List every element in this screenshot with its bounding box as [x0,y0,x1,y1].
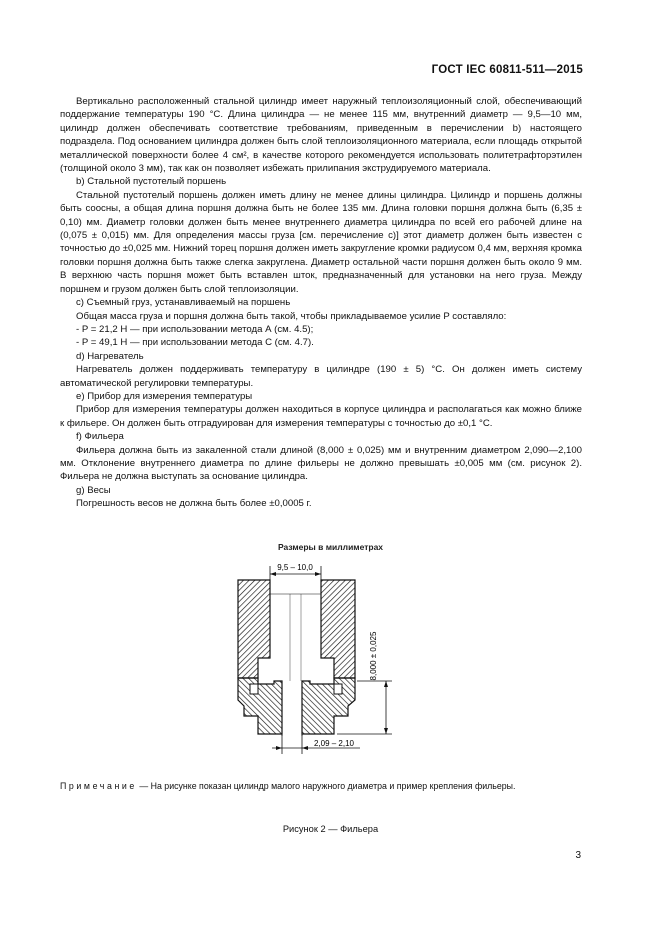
paragraph-scales: Погрешность весов не должна быть более ±0,0005 г. [76,498,312,510]
dim-bottom-label: 2,09 – 2,10 [313,739,355,748]
body-text [60,95,582,511]
die-right [302,678,355,734]
item-e-heading: e) Прибор для измерения температуры [76,390,253,402]
paragraph-thermometer: Прибор для измерения температуры должен находиться в корпусе цилиндра и располагаться как можно ближе к фильере. Он должен быть отградуирован для измерения температуры с точностью до ±0,1 °С. [60,404,582,429]
figure-title: Рисунок 2 — Фильера [282,824,379,834]
pin-hole-left [250,684,258,694]
item-d-heading: d) Нагреватель [76,350,144,362]
note-label: Примечание [60,781,137,791]
document-header: ГОСТ IEC 60811-511—2015 [431,64,583,76]
paragraph-heater: Нагреватель должен поддерживать температуру в цилиндре (190 ± 5) °С. Он должен иметь систему автоматической регулировки температуры. [60,364,582,389]
item-c-heading: c) Съемный груз, устанавливаемый на поршень [76,297,291,309]
paragraph-die: Фильера должна быть из закаленной стали длиной (8,000 ± 0,025) мм и внутренним диаметром 2,090—2,100 мм. Отклонение внутреннего диаметра по длине фильеры не должно превышать ±0,005 мм (см. рисунок 2). Фильера не должна выступать за основание цилиндра. [60,444,582,483]
list-item-method-a: - P = 21,2 Н — при использовании метода А (см. 4.5); [76,323,314,335]
paragraph-piston: Стальной пустотелый поршень должен иметь длину не менее длины цилиндра. Цилиндр и поршень должны быть соосны, а общая длина поршня должна быть не более 135 мм. Длина головки поршня должна быть (6,35 ± 0,10) мм. Диаметр головки должен быть менее внутреннего диаметра цилиндра по всей его рабочей длине на (0,075 ± 0,015) мм. Для определения массы груза [см. перечисление с)] этот диаметр должен быть известен с точностью до ±0,025 мм. Нижний торец поршня должен иметь закругление кромки радиусом 0,4 мм, верхняя кромка головки поршня должна быть также слегка закруглена. Диаметр остальной части поршня должен быть около 9 мм. В верхнюю часть поршня может быть вставлен шток, предназначенный для установки на него груза. Между поршнем и грузом должен быть слой теплоизоляции. [60,189,582,295]
dim-side-label: 8,000 ± 0,025 [369,631,378,681]
item-b-heading: b) Стальной пустотелый поршень [76,176,227,188]
list-item-method-c: - P = 49,1 Н — при использовании метода С (см. 4.7). [76,337,314,349]
figure-note [60,780,582,793]
page-number: 3 [575,850,581,861]
die-figure [222,556,432,761]
figure-units-caption: Размеры в миллиметрах [277,542,384,552]
paragraph-cylinder: Вертикально расположенный стальной цилиндр имеет наружный теплоизоляционный слой, обеспечивающий поддержание температуры 190 °С. Длина цилиндра — не менее 115 мм, внутренний диаметр — 9,5—10 мм, цилиндр должен обеспечивать соответствие требованиям, приведенным в перечислении b) настоящего подраздела. Под основанием цилиндра должен быть слой теплоизоляционного материала, если площадь открытой металлической поверхности более 4 см², в качестве которого рекомендуется использовать политетрафторэтилен (толщиной около 3 мм), так как он позволяет избежать прилипания экструдируемого материала. [60,96,582,175]
item-g-heading: g) Весы [76,484,111,496]
die-left [238,678,282,734]
cylinder-wall-right [321,580,355,678]
dim-top-label: 9,5 – 10,0 [277,563,313,572]
note-text: — На рисунке показан цилиндр малого наружного диаметра и пример крепления фильеры. [139,781,516,791]
cylinder-wall-left [238,580,270,678]
paragraph-load: Общая масса груза и поршня должна быть такой, чтобы прикладываемое усилие P составляло: [76,310,507,322]
item-f-heading: f) Фильера [76,431,124,443]
pin-hole-right [334,684,342,694]
